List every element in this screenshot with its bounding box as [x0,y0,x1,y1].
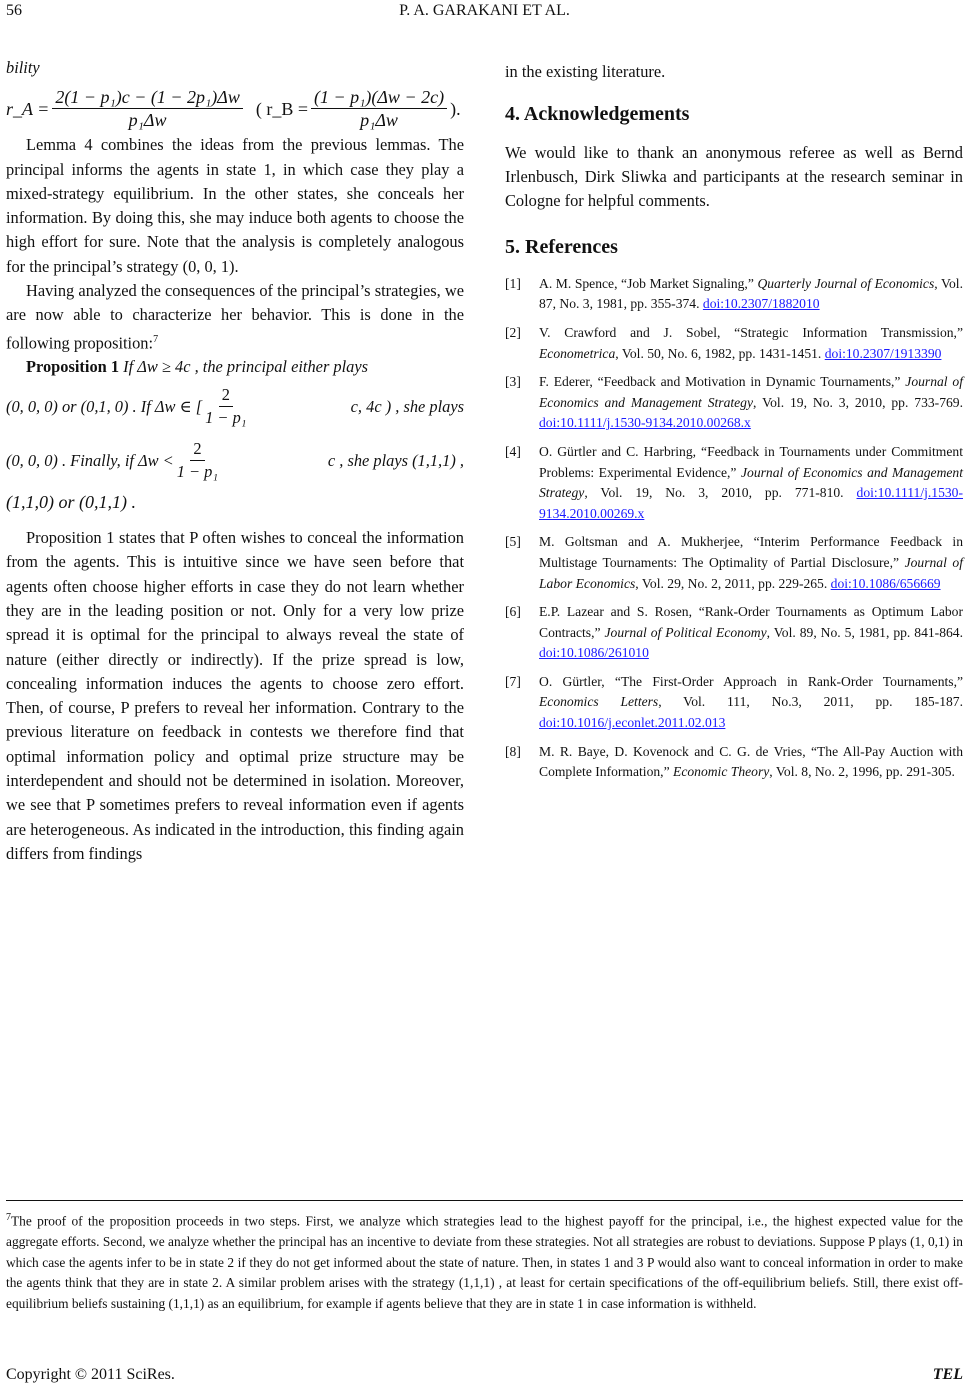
ref-details: , Vol. 87, No. 3, 1981, pp. 355-374. [539,275,963,312]
ref-authors-title: O. Gürtler, “The First-Order Approach in Rank-Order Tournaments,” [539,673,963,689]
fraction-rB [311,86,447,131]
ref-journal: Journal of Political Economy [604,624,767,640]
ref-authors-title: M. R. Baye, D. Kovenock and C. G. de Vries, “The All-Pay Auction with Complete Information,” [539,743,963,780]
eq-lhs: r_A = [6,98,50,119]
reference-text [539,532,963,594]
reference-number: [8] [505,743,521,759]
reference-item [505,742,963,783]
numerator: 2 [219,384,233,407]
text: Having analyzed the consequences of the principal’s strategies, we are now able to characterize her behavior. This is done in the following proposition: [6,281,464,353]
fraction [205,384,246,429]
reference-text [539,274,963,315]
right-column [505,56,963,791]
text: If Δw ≥ 4c , the principal either plays [123,357,369,377]
acknowledgements-text: We would like to thank an anonymous referee as well as Bernd Irlenbusch, Dirk Sliwka and participants at the research seminar in Cologne for helpful comments. [505,142,963,211]
doi-link[interactable]: doi:10.1111/j.1530-9134.2010.00269.x [539,485,963,521]
ref-authors-title: O. Gürtler and C. Harbring, “Feedback in Tournaments under Commitment Problems: Experimental Evidence,” [539,443,963,480]
ref-journal: Econometrica [539,345,616,361]
footnote [6,1208,963,1314]
doi-link[interactable]: doi:10.2307/1913390 [824,345,942,361]
eq-rB-lhs: ( r_B = [255,98,308,119]
footnote-divider [6,1200,963,1201]
left-column [6,56,464,866]
reference-text [539,372,963,434]
ref-authors-title: A. M. Spence, “Job Market Signaling,” [539,275,758,291]
reference-item [505,442,963,524]
page-number: 56 [6,2,22,19]
ref-details: , Vol. 19, No. 3, 2010, pp. 771-810. [584,485,857,501]
section-heading-acknowledgements: 4. Acknowledgements [505,103,690,126]
denominator: 1 − p₁ [176,462,219,482]
numerator: 2 [190,438,204,461]
reference-text [539,323,963,364]
text: Lemma 4 combines the ideas from the previous lemmas. The principal informs the agents in state 1, in which case they play a mixed-strategy equilibrium. In the other states, she conceals her information. By doing this, she may induce both agents to choose the high effort for sure. Note that the analysis is completely analogous for the principal’s strategy [6,135,464,276]
reference-number: [6] [505,604,521,620]
text: in the existing literature. [505,62,666,81]
ref-details: , Vol. 8, No. 2, 1996, pp. 291-305. [769,764,955,780]
paragraph [6,133,464,279]
reference-number: [3] [505,374,521,390]
doi-link[interactable]: doi:10.1086/656669 [830,575,941,591]
ref-authors-title: F. Ederer, “Feedback and Motivation in Dynamic Tournaments,” [539,374,906,390]
reference-number: [4] [505,443,521,459]
reference-item [505,372,963,434]
numerator: (1 − p₁)(Δw − 2c) [311,86,447,109]
proposition-line [6,434,464,488]
footnote-ref[interactable]: 7 [153,333,159,345]
proposition-1 [6,355,464,379]
copyright: Copyright © 2011 SciRes. [6,1366,175,1383]
ref-journal: Journal of Economics and Management Strategy [539,464,963,501]
text: c, 4c ) , she plays [350,396,464,416]
numerator: 2(1 − p₁)c − (1 − 2p₁)Δw [52,86,243,109]
fraction-rA [52,86,243,131]
page-footer [6,1366,963,1384]
ref-journal: Economics Letters [539,694,659,710]
eq-close: ). [450,98,461,119]
page-header [0,0,969,24]
math-inline: (0, 0, 1) [182,256,235,276]
proposition-line [6,380,464,434]
ref-details: , Vol. 29, No. 2, 2011, pp. 229-265. [635,575,831,591]
journal-abbreviation: TEL [932,1366,963,1383]
reference-number: [1] [505,275,521,291]
text: c , she plays (1,1,1) , [327,450,464,470]
ref-details: , Vol. 50, No. 6, 1982, pp. 1431-1451. [615,345,825,361]
doi-link[interactable]: doi:10.2307/1882010 [702,296,820,312]
reference-text [539,442,963,524]
reference-list [505,274,963,783]
reference-number: [5] [505,534,521,550]
fragment-text: bility [6,58,40,77]
doi-link[interactable]: doi:10.1016/j.econlet.2011.02.013 [539,715,726,731]
proposition-label: Proposition 1 [26,357,120,377]
ref-details: , Vol. 111, No.3, 2011, pp. 185-187. [658,694,963,710]
ref-journal: Journal of Economics and Management Strategy [539,374,963,410]
text: (0, 0, 0) or (0,1, 0) . If Δw ∈ [ [6,396,203,416]
doi-link[interactable]: doi:10.1086/261010 [539,645,649,661]
ref-details: , Vol. 89, No. 5, 1981, pp. 841-864. [766,624,963,640]
denominator: 1 − p₁ [205,408,247,428]
reference-text [539,602,963,664]
reference-number: [7] [505,673,521,689]
paragraph: Proposition 1 states that P often wishes to conceal the information from the agents. This is intuitive since we have seen before that agents often choose higher efforts in case they do not learn whether they are in the leading position or not. Only for a very low prize spread it is optimal for the principal to always reveal the state of nature (either directly or indirectly). If the prize spread is low, concealing information induces the agents to choose zero effort. Then, of course, P prefers to reveal her information. Contrary to the previous literature on feedback in contests we therefore find that optimal information policy and optimal prize structure may be interdependent and should not be determined in isolation. Moreover, we see that P sometimes prefers to reveal information even if agents are heterogeneous. As indicated in the introduction, this finding again differs from findings [6,528,464,863]
ref-authors-title: V. Crawford and J. Sobel, “Strategic Information Transmission,” [539,324,963,340]
fraction [177,438,218,483]
footnote-text: The proof of the proposition proceeds in two steps. First, we analyze which strategies lead to the highest payoff for the principal, i.e., the highest expected value for the aggregate efforts. Second, we analyze whether the principal has an incentive to deviate from these strategies. Not all strategies are robust to deviations. Suppose P plays (1, 0,1) in which case the agents infer to be in state 2 if they do not get informed about the state of nature. Then, in states 1 and 3 P would also want to conceal information in order to make the agents think that they are in state 2. A similar problem arises with the strategy (1,1,1) , at least for certain specifications of the off-equilibrium beliefs. Still, there exist off-equilibrium beliefs sustaining (1,1,1) as an equilibrium, for example if agents believe that they are in state 1 in case information is withheld. [6,1213,963,1311]
ref-authors-title: M. Goltsman and A. Mukherjee, “Interim Performance Feedback in Multistage Tournaments: The Optimality of Partial Disclosure,” [539,534,963,570]
section-heading-references: 5. References [505,236,618,259]
denominator: p₁Δw [128,110,167,131]
reference-item [505,274,963,315]
denominator: p₁Δw [360,110,398,131]
reference-item [505,672,963,734]
ref-authors-title: E.P. Lazear and S. Rosen, “Rank-Order Tournaments as Optimum Labor Contracts,” [539,604,963,640]
paragraph [6,279,464,355]
text: (1,1,0) or (0,1,1) . [6,491,136,512]
ref-details: , Vol. 19, No. 3, 2010, pp. 733-769. [753,394,963,410]
reference-item [505,602,963,664]
reference-text [539,742,963,783]
doi-link[interactable]: doi:10.1111/j.1530-9134.2010.00268.x [539,415,751,431]
ref-journal: Quarterly Journal of Economics [757,275,935,291]
ref-journal: Economic Theory [673,764,770,780]
ref-journal: Journal of Labor Economics [539,554,963,591]
reference-number: [2] [505,324,521,340]
footnote-mark: 7 [6,1212,11,1223]
reference-text [539,672,963,734]
reference-item [505,532,963,594]
text: . [234,256,239,276]
equation-rA-rB [6,86,464,131]
running-head: P. A. GARAKANI ET AL. [399,2,570,19]
reference-item [505,323,963,364]
text: (0, 0, 0) . Finally, if Δw < [6,450,174,470]
